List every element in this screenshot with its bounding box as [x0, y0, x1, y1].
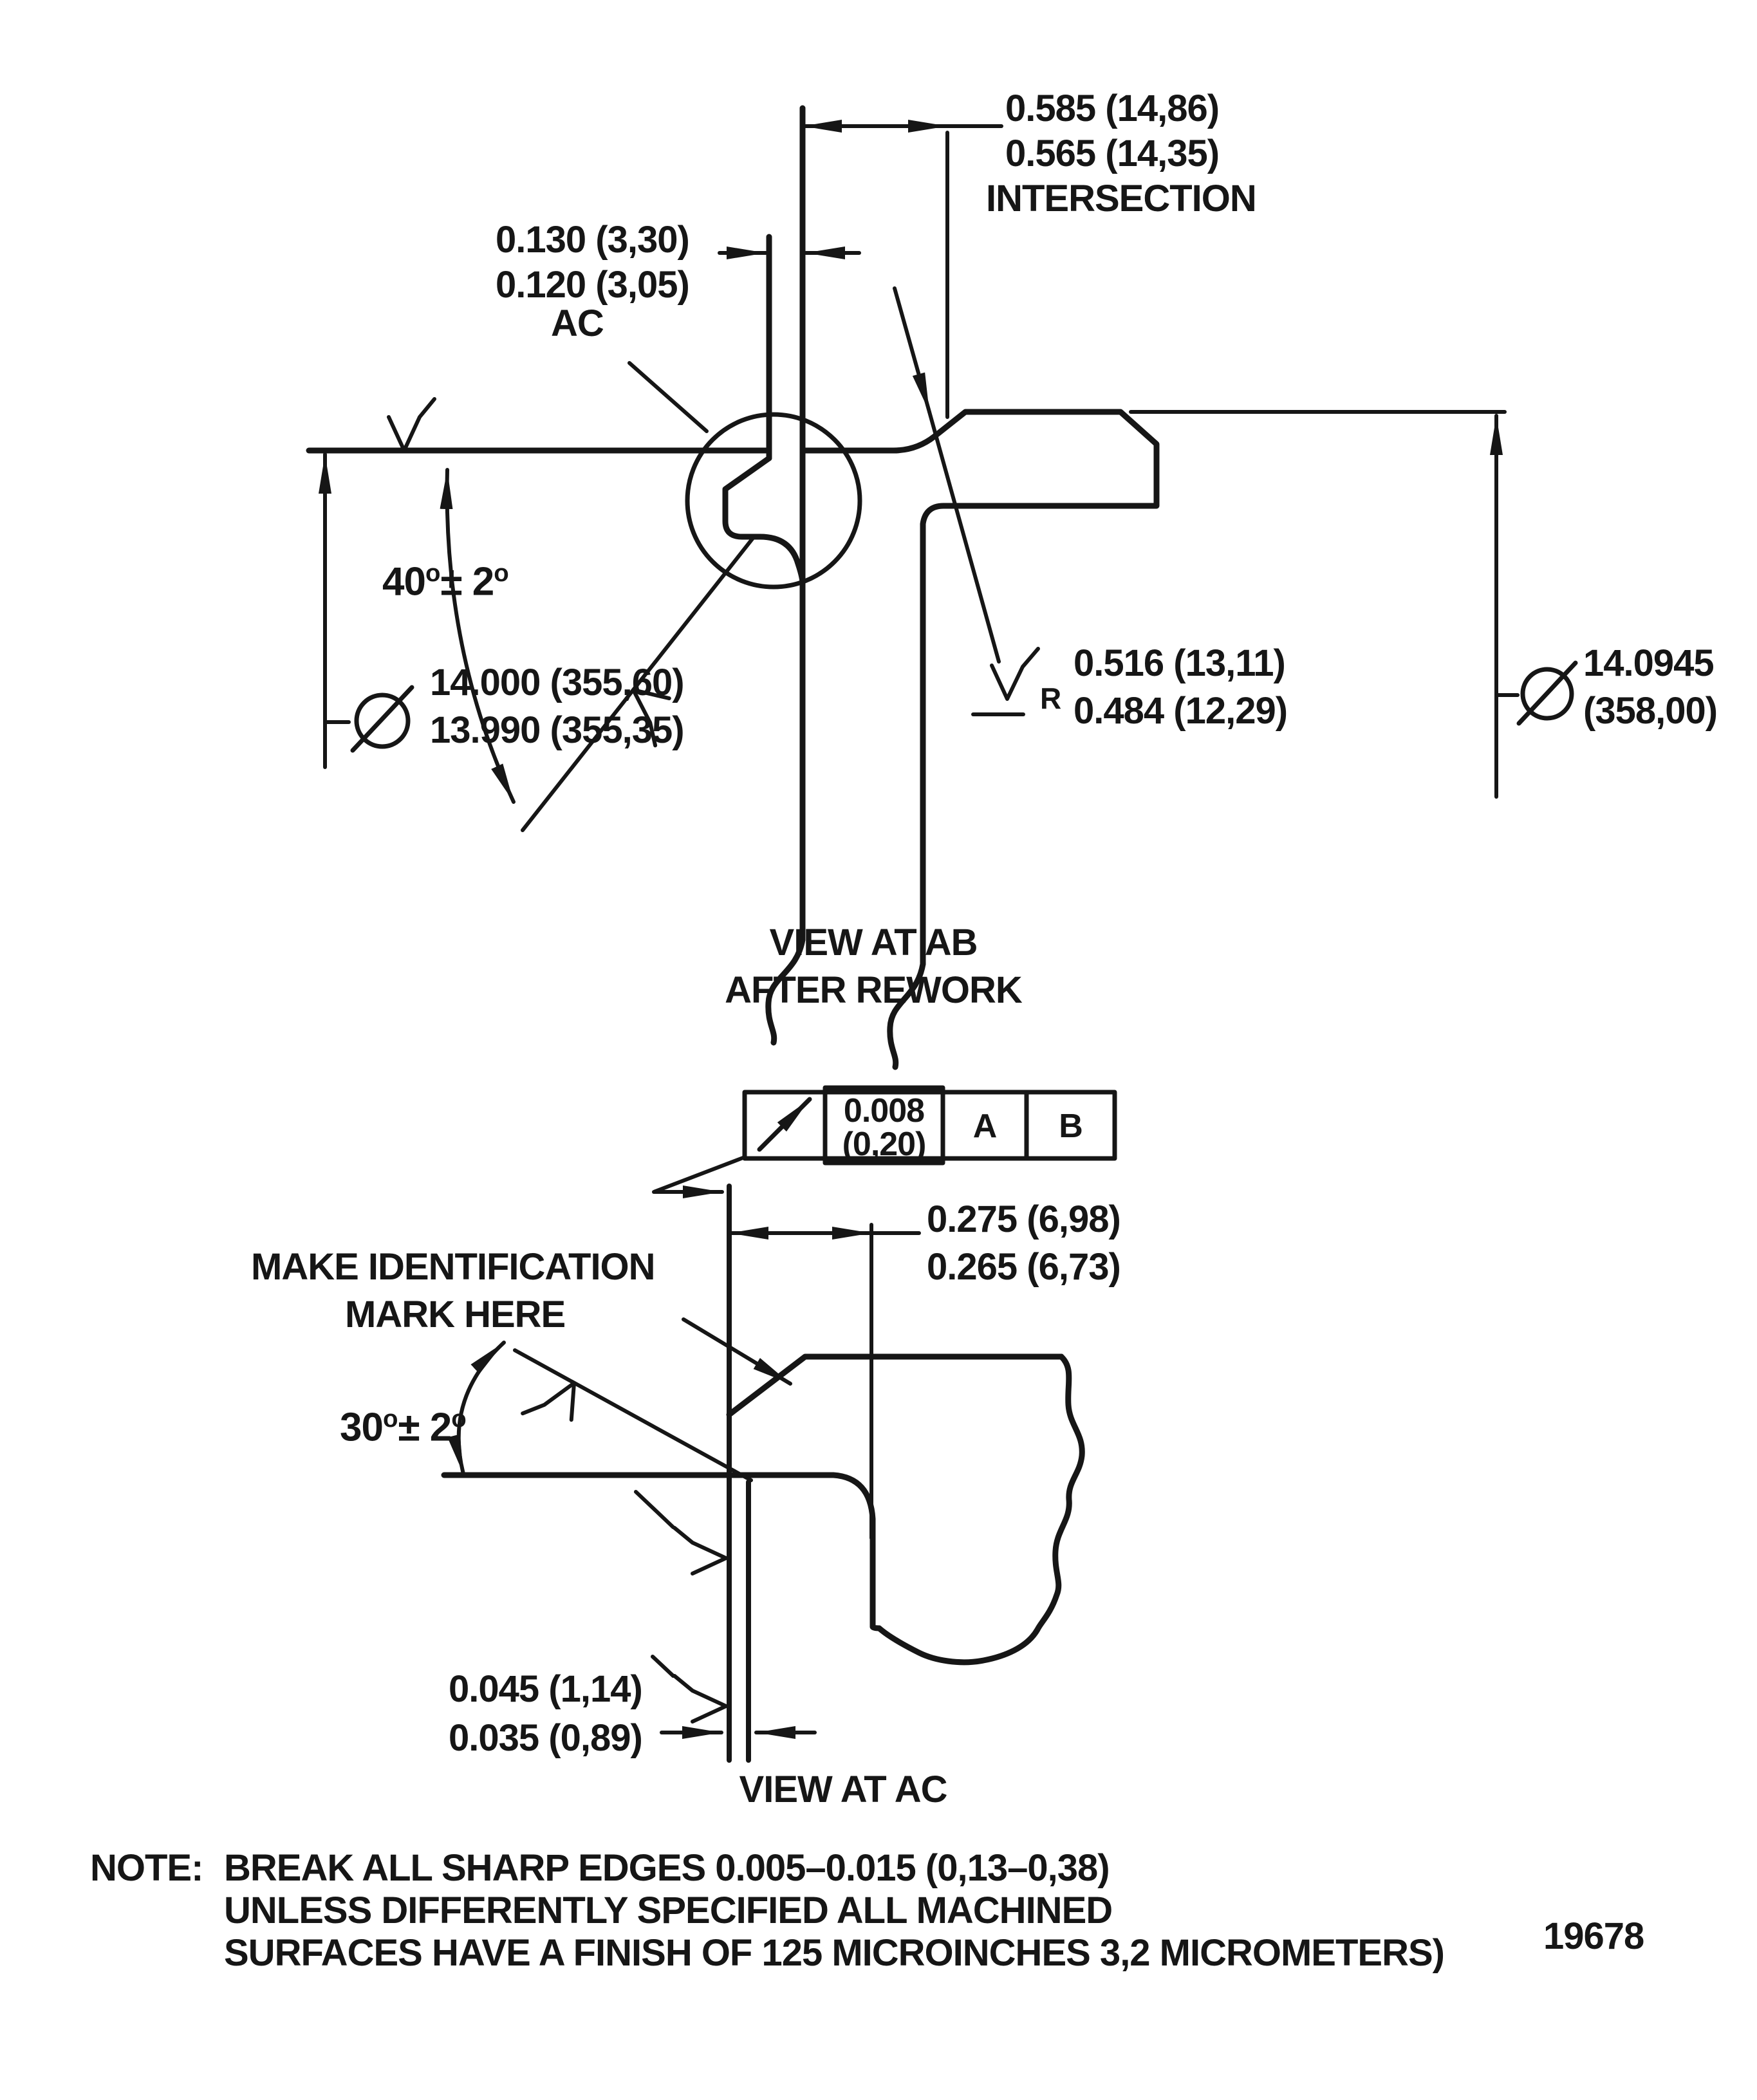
- dim-wall-upper: 0.045 (1,14): [449, 1668, 642, 1710]
- view-ab-caption-1: VIEW AT AB: [769, 922, 978, 963]
- dim-dia-right-lower: (358,00): [1583, 690, 1718, 732]
- dim-intersection-lower: 0.565 (14,35): [1005, 133, 1220, 174]
- fcf-datum-b: B: [1059, 1108, 1083, 1145]
- dim-slot-lower: 0.120 (3,05): [496, 264, 689, 306]
- angle-40-arc: [447, 470, 514, 802]
- angle-30-label: $30^o\pm 2^o$: [340, 1405, 467, 1450]
- surface-finish-r-icon: [973, 649, 1038, 714]
- note-line-1: BREAK ALL SHARP EDGES 0.005–0.015 (0,13–0,38): [224, 1847, 1110, 1889]
- radius-label: R: [1040, 682, 1061, 715]
- fcf-tolerance-upper: 0.008: [843, 1092, 925, 1129]
- view-ac-dimensions: [459, 1157, 919, 1733]
- dim-intersection-upper: 0.585 (14,86): [1005, 88, 1220, 129]
- leader-radius: [895, 288, 929, 412]
- angle-30-line: [515, 1350, 751, 1480]
- view-ab-caption-2: AFTER REWORK: [725, 969, 1022, 1011]
- dim-dia-left-lower: 13.990 (355,35): [430, 709, 684, 751]
- dim-dia-left-upper: 14.000 (355,60): [430, 662, 684, 703]
- diameter-symbol-icon: [353, 687, 412, 750]
- dim-depth-upper: 0.275 (6,98): [927, 1198, 1120, 1240]
- id-mark-label-2: MARK HERE: [345, 1294, 566, 1335]
- dim-radius-upper: 0.516 (13,11): [1074, 642, 1285, 684]
- detail-label-ac: AC: [551, 302, 604, 344]
- id-mark-label-1: MAKE IDENTIFICATION: [251, 1246, 655, 1288]
- dim-dia-right-upper: 14.0945: [1583, 642, 1714, 684]
- note-line-2: UNLESS DIFFERENTLY SPECIFIED ALL MACHINED: [224, 1890, 1113, 1931]
- surface-finish-icon: [389, 399, 434, 451]
- note-line-3: SURFACES HAVE A FINISH OF 125 MICROINCHES 3,2 MICROMETERS): [224, 1932, 1444, 1974]
- dim-depth-lower: 0.265 (6,73): [927, 1246, 1120, 1288]
- dim-wall-lower: 0.035 (0,89): [449, 1717, 642, 1759]
- figure-number: 19678: [1543, 1915, 1644, 1957]
- fcf-tolerance-lower: (0,20): [842, 1126, 926, 1163]
- note-label: NOTE:: [90, 1847, 203, 1889]
- angle-40-label: $40^o\pm 2^o$: [382, 559, 509, 604]
- detail-circle-ac: [687, 414, 860, 587]
- leader-id-mark: [683, 1319, 790, 1384]
- surface-finish-icon: [674, 1676, 726, 1722]
- runout-arrow-icon: [759, 1099, 810, 1149]
- surface-finish-icon: [523, 1368, 588, 1435]
- view-ac-caption: VIEW AT AC: [739, 1769, 947, 1810]
- surface-finish-icon: [674, 1528, 726, 1574]
- view-ac-part-outline: [444, 1357, 1082, 1662]
- dim-slot-upper: 0.130 (3,30): [496, 219, 689, 261]
- dim-intersection-label: INTERSECTION: [986, 178, 1256, 219]
- dim-radius-lower: 0.484 (12,29): [1074, 690, 1288, 732]
- fcf-datum-a: A: [972, 1108, 997, 1145]
- leader-ac: [629, 363, 707, 431]
- diameter-symbol-icon: [1519, 663, 1576, 723]
